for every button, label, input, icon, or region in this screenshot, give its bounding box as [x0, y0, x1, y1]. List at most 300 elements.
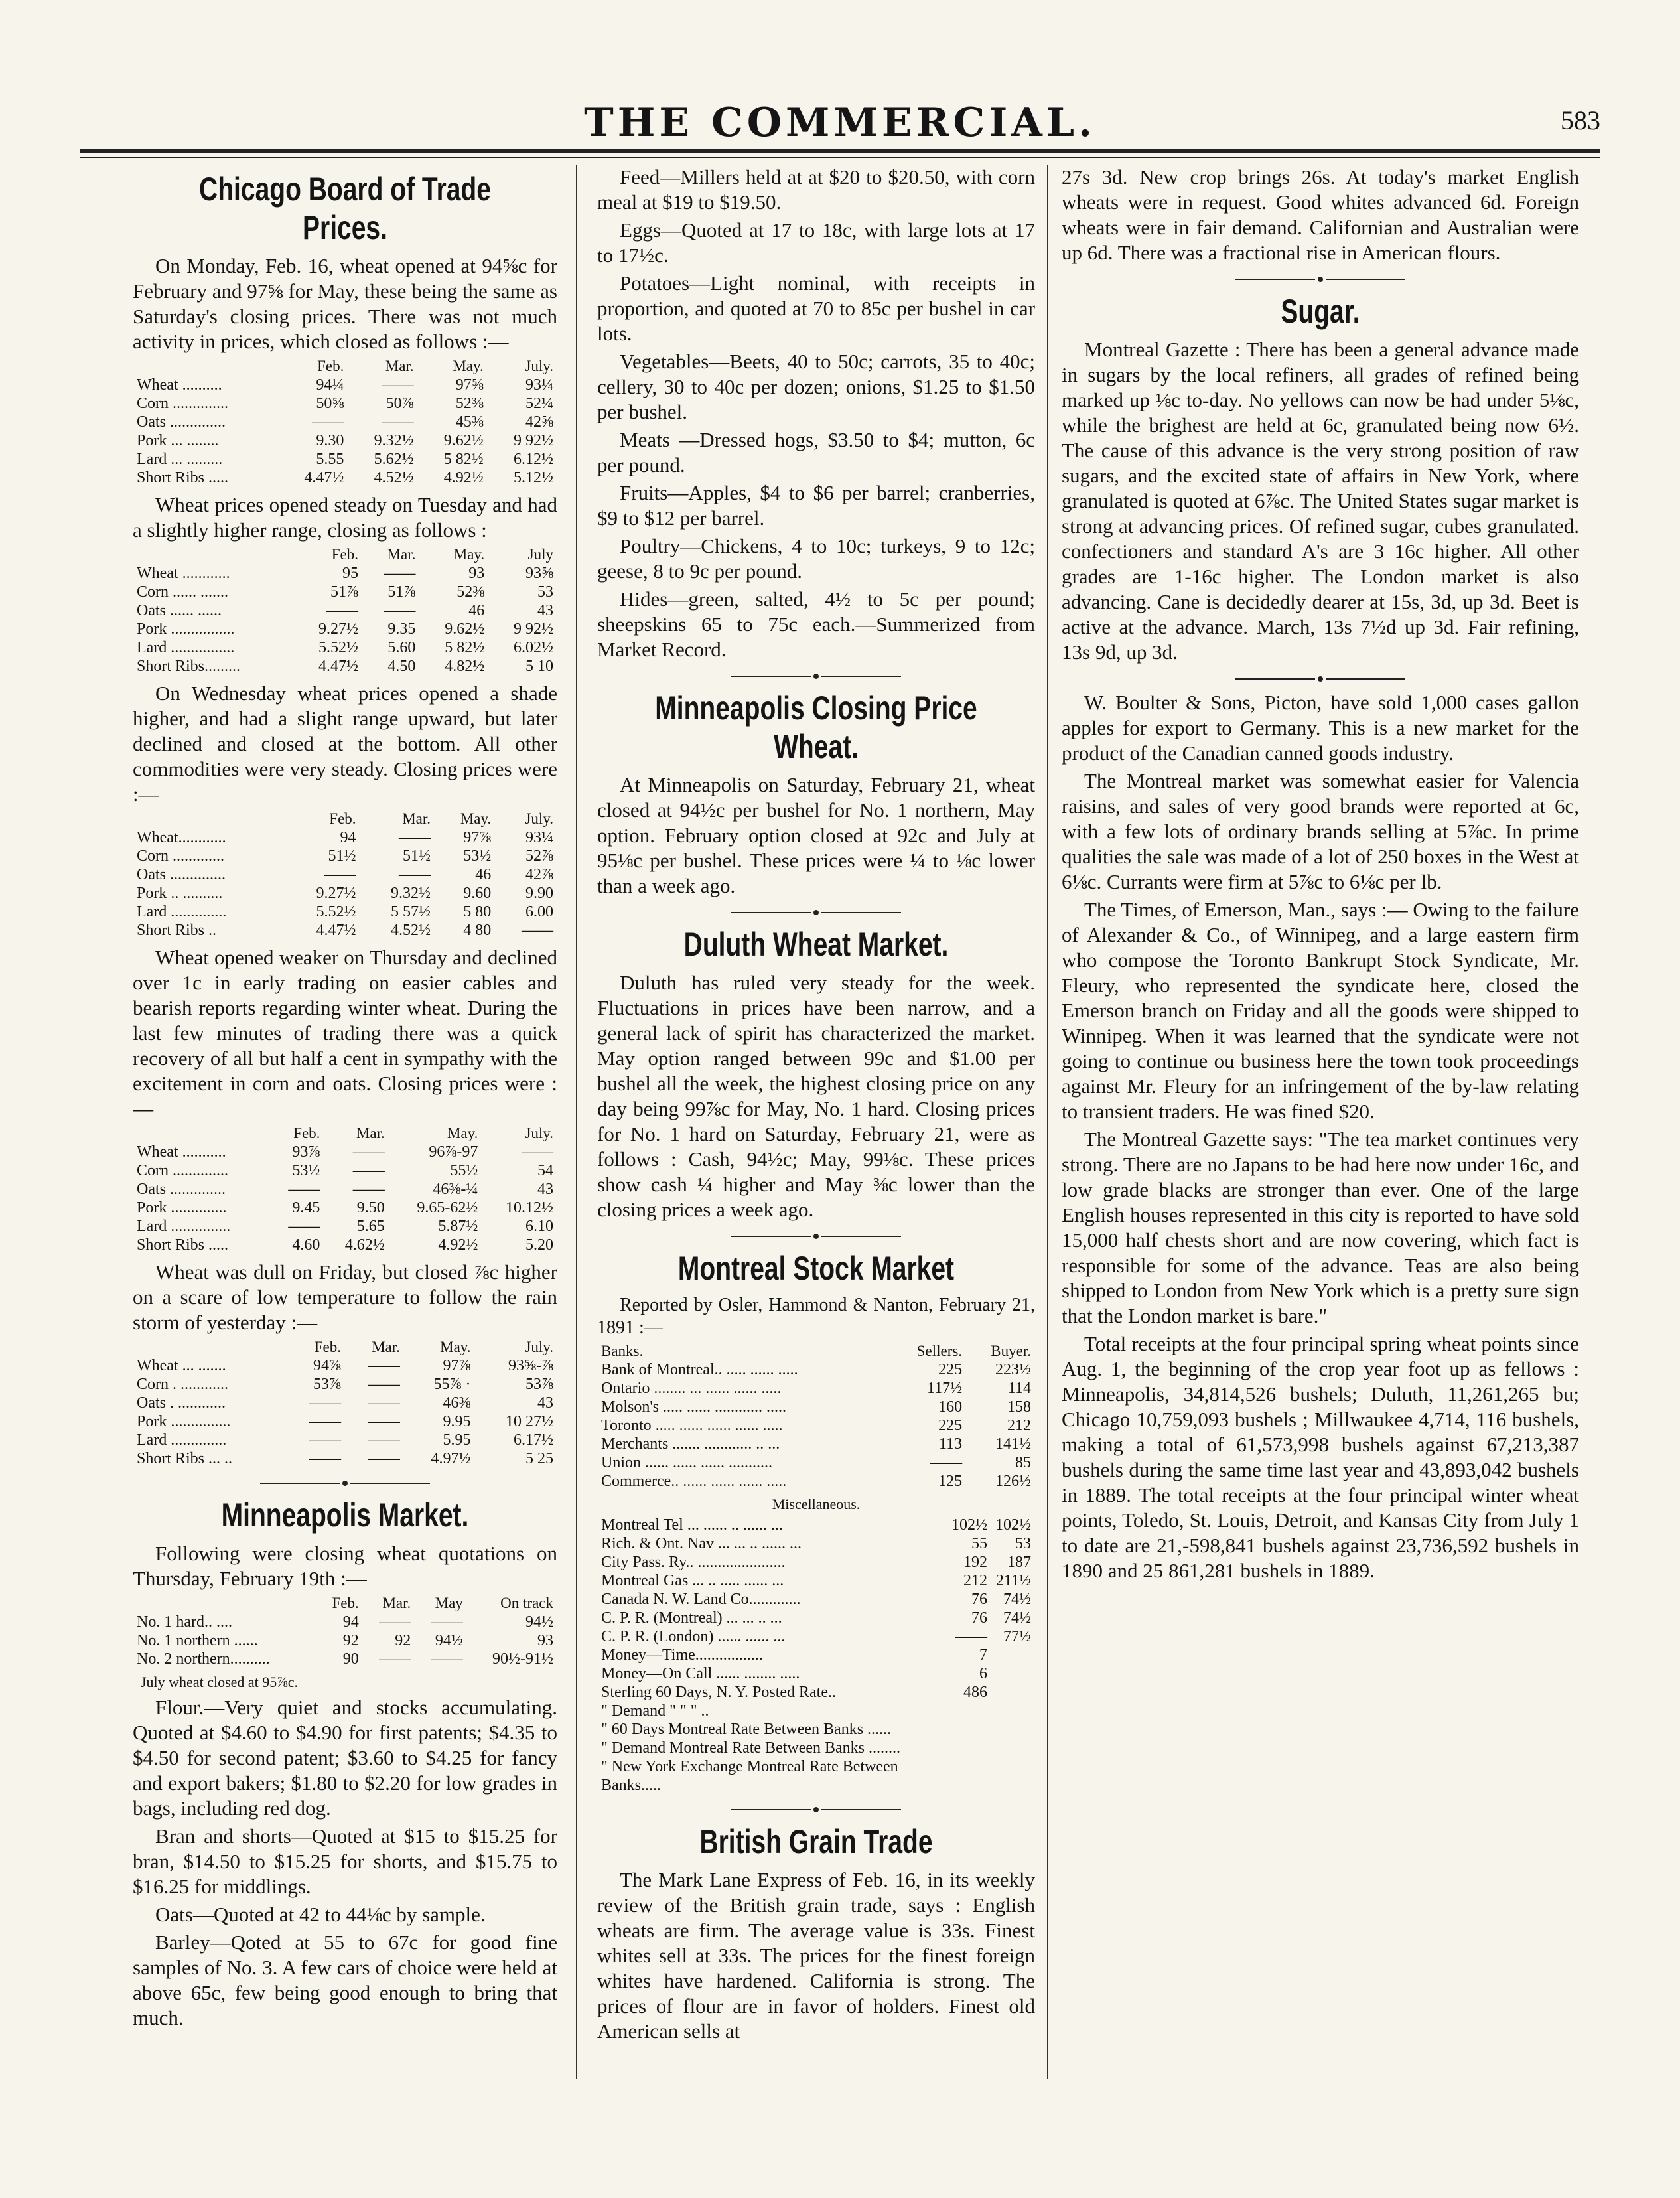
- col-header: May: [435, 1595, 463, 1611]
- table-cell: Short Ribs .....: [137, 469, 229, 486]
- paragraph: Vegetables—Beets, 40 to 50c; carrots, 35 to 40c; cellery, 30 to 40c per dozen; onions, $1.25 to $1.50 per bushel.: [597, 350, 1035, 423]
- paragraph: Wheat opened weaker on Thursday and declined over 1c in early trading on easier cables and bearish reports regarding winter wheat. During the last few minutes of trading there was a quick recovery of all but half a cent in sympathy with the excitement in corn and oats. Closing prices were :—: [133, 946, 557, 1120]
- table-cell: 85: [1015, 1454, 1031, 1471]
- table-cell: ——: [309, 1394, 342, 1412]
- table-row: [597, 1683, 1035, 1702]
- table-cell: 43: [537, 1394, 553, 1412]
- table-cell: 212: [963, 1572, 987, 1589]
- table-cell: 97⅝: [455, 376, 484, 394]
- table-cell: ——: [352, 1162, 385, 1179]
- table-cell: Montreal Gas ... .. ..... ...... ...: [601, 1572, 784, 1589]
- section-divider: [133, 1473, 557, 1491]
- table-cell: 4.92½: [438, 1236, 478, 1254]
- table-cell: Money—Time.................: [601, 1647, 763, 1664]
- table-cell: No. 2 northern..........: [137, 1650, 270, 1668]
- section-title: Chicago Board of Trade Prices.: [199, 171, 491, 246]
- table-cell: 4.60: [292, 1236, 320, 1254]
- col-header: July.: [525, 358, 553, 374]
- table-cell: Merchants ....... ............ .. ...: [601, 1435, 780, 1453]
- table-cell: 52⅞: [525, 847, 553, 865]
- table-cell: 94½: [525, 1613, 553, 1631]
- table-cell: 90: [342, 1650, 359, 1668]
- table-cell: 53: [537, 583, 553, 601]
- table-cell: 52¼: [525, 395, 553, 412]
- table-cell: ——: [431, 1650, 463, 1668]
- table-row: [597, 1416, 1035, 1435]
- table-row: [133, 1412, 557, 1431]
- paragraph: Barley—Qoted at 55 to 67c for good fine samples of No. 3. A few cars of choice were held at above 65c, few being good enough to bring that much.: [133, 1931, 557, 2029]
- table-cell: Lard ...............: [137, 1218, 231, 1235]
- stock-table: [597, 1516, 1035, 1795]
- table-cell: [991, 1664, 1035, 1683]
- table-cell: No. 1 northern ......: [137, 1632, 258, 1649]
- table-cell: " Demand Montreal Rate Between Banks ........: [601, 1739, 901, 1757]
- table-cell: Oats . ............: [137, 1394, 226, 1412]
- table-cell: Wheat ... .......: [137, 1357, 226, 1374]
- table-cell: 114: [1007, 1380, 1031, 1397]
- table-cell: Corn ...... .......: [137, 583, 228, 601]
- paragraph: On Monday, Feb. 16, wheat opened at 94⅝c for February and 97⅝ for May, these being the same as Saturday's closing prices. There was not much activity in prices, which closed as follows :—: [133, 254, 557, 353]
- table-row: [133, 1375, 557, 1394]
- table-row: [597, 1516, 1035, 1534]
- table-cell: 9 92½: [514, 621, 553, 638]
- col-header: July.: [525, 1339, 553, 1355]
- col-header: Mar.: [382, 1595, 411, 1611]
- col-header: Feb.: [331, 546, 358, 563]
- col-header: May.: [447, 1125, 478, 1141]
- table-row: [597, 1534, 1035, 1553]
- section-divider: [1062, 269, 1579, 287]
- col-header: [133, 1124, 270, 1143]
- table-cell: [947, 1720, 991, 1739]
- table-cell: Pork .. ..........: [137, 885, 223, 902]
- table-cell: 6.10: [525, 1218, 553, 1235]
- table-row: [133, 1431, 557, 1449]
- table-cell: 46: [475, 866, 492, 883]
- col-header: [133, 546, 293, 564]
- col-header: Mar.: [356, 1125, 385, 1141]
- table-cell: " Demand " " " ..: [601, 1702, 709, 1720]
- col-header: Feb.: [317, 358, 344, 374]
- table-row: [133, 394, 557, 413]
- table-cell: Lard ..............: [137, 1431, 227, 1449]
- table-cell: Oats ...... ......: [137, 602, 222, 619]
- table-cell: ——: [352, 1181, 385, 1198]
- section-title: Montreal Stock Market: [677, 1250, 955, 1287]
- section-divider: [597, 1800, 1035, 1817]
- table-cell: Pork ... ........: [137, 432, 219, 449]
- table-cell: 9.32½: [374, 432, 414, 449]
- table-cell: Wheat ..........: [137, 376, 222, 394]
- table-cell: 42⅞: [525, 866, 553, 883]
- table-cell: 4.92½: [443, 469, 484, 486]
- table-cell: Lard ... .........: [137, 451, 223, 468]
- paragraph: Duluth has ruled very steady for the week. Fluctuations in prices have been narrow, and a general lack of spirit has characterized the market. May option ranged between 99c and $1.00 per bushel all the week, the highest closing price on any day being 99⅞c for May, No. 1 hard. Closing prices for No. 1 hard on Saturday, February 21, were as follows : Cash, 94½c; May, 99⅛c. These prices show cash ¼ higher and May ⅜c lower than the closing prices a week ago.: [597, 971, 1035, 1221]
- table-cell: Pork ...............: [137, 1413, 231, 1430]
- paragraph: The Times, of Emerson, Man., says :— Owing to the failure of Alexander & Co., of Winnipeg, and a large eastern firm who compose the Toronto Bankrupt Stock Syndicate, Mr. Fleury, who represented the syndicate here, closed the Emerson branch on Friday and all the goods were shipped to Winnipeg. When it was learned that the syndicate were not going to continue ou business here the town took proceedings against Mr. Fleury for an infringement of the by-law relating to transient traders. He was fined $20.: [1062, 898, 1579, 1123]
- price-table: [133, 1594, 557, 1668]
- paragraph: Oats—Quoted at 42 to 44⅛c by sample.: [155, 1903, 486, 1926]
- table-cell: 95: [342, 565, 358, 582]
- col-header: Feb.: [314, 1339, 342, 1355]
- table-cell: 52⅜: [455, 395, 484, 412]
- table-cell: ——: [368, 1450, 400, 1467]
- table-cell: Corn ..............: [137, 395, 228, 412]
- table-cell: 4.82½: [445, 658, 485, 675]
- table-cell: 4.50: [387, 658, 416, 675]
- price-table: [133, 357, 557, 487]
- table-cell: 4 80: [463, 922, 492, 939]
- table-row: [597, 1739, 1035, 1757]
- table-row: [133, 828, 557, 847]
- table-cell: 10 27½: [506, 1413, 553, 1430]
- table-cell: 5 80: [463, 903, 492, 920]
- table-cell: 76: [971, 1609, 987, 1627]
- table-row: [597, 1379, 1035, 1398]
- table-cell: 9.65-62½: [417, 1199, 478, 1216]
- table-cell: [947, 1739, 991, 1757]
- table-cell: [991, 1739, 1035, 1757]
- table-cell: 9.62½: [443, 432, 484, 449]
- table-cell: 51⅞: [330, 583, 358, 601]
- table-cell: 77½: [1003, 1628, 1031, 1645]
- table-row: [133, 450, 557, 469]
- table-cell: No. 1 hard.. ....: [137, 1613, 232, 1631]
- table-cell: 46⅜: [443, 1394, 471, 1412]
- table-cell: Canada N. W. Land Co.............: [601, 1591, 801, 1608]
- table-row: [133, 638, 557, 657]
- table-cell: ——: [930, 1454, 963, 1471]
- table-cell: Lard ................: [137, 639, 235, 656]
- section-title: Duluth Wheat Market.: [683, 926, 949, 963]
- table-cell: 7: [979, 1647, 987, 1664]
- col-header: Banks.: [601, 1343, 644, 1359]
- table-cell: 9.90: [525, 885, 553, 902]
- paragraph: W. Boulter & Sons, Picton, have sold 1,000 cases gallon apples for export to Germany. This is a new market for the product of the Canadian canned goods industry.: [1062, 691, 1579, 765]
- table-cell: Ontario ........ ... ...... ...... .....: [601, 1380, 782, 1397]
- table-cell: 5 25: [525, 1450, 553, 1467]
- table-cell: ——: [368, 1413, 400, 1430]
- table-cell: [947, 1702, 991, 1720]
- section-divider: [1062, 669, 1579, 686]
- table-cell: ——: [368, 1394, 400, 1412]
- table-cell: Pork ..............: [137, 1199, 227, 1216]
- col-header: July.: [525, 810, 553, 827]
- header-rule: [80, 149, 1600, 158]
- paragraph: The Montreal Gazette says: "The tea market continues very strong. There are no Japans to be had here now under 16c, and low grade blacks are stronger than ever. One of the large English houses represented in this city is reported to have sold 15,000 half chests short and are now covering, which fact is responsible for some of the advance. Teas are also being shipped to London from New York which is a pretty sure sign that the London market is bare.": [1062, 1128, 1579, 1327]
- table-cell: Commerce.. ...... ...... ...... .....: [601, 1473, 787, 1490]
- paragraph: Flour.—Very quiet and stocks accumulating. Quoted at $4.60 to $4.90 for first patents; $4.35 to $4.50 for second patent; $3.60 to $4.25 for fancy and export bakers; $1.80 to $2.20 for low grades in bags, including red dog.: [133, 1696, 557, 1820]
- table-cell: 5.52½: [318, 639, 358, 656]
- table-row: [597, 1553, 1035, 1572]
- table-row: [133, 431, 557, 450]
- section-divider: [597, 1226, 1035, 1244]
- table-cell: 225: [938, 1361, 963, 1378]
- table-cell: 94½: [435, 1632, 463, 1649]
- table-cell: 212: [1007, 1417, 1031, 1434]
- table-cell: 97⅞: [443, 1357, 471, 1374]
- table-cell: 50⅝: [316, 395, 344, 412]
- table-cell: [991, 1757, 1035, 1795]
- table-cell: 4.47½: [316, 922, 356, 939]
- table-cell: 4.97½: [431, 1450, 471, 1467]
- table-subhead: Miscellaneous.: [772, 1496, 861, 1512]
- table-row: [597, 1360, 1035, 1379]
- table-row: [133, 376, 557, 394]
- table-cell: 51½: [328, 847, 356, 865]
- table-cell: 53: [1015, 1535, 1031, 1552]
- table-row: [133, 1631, 557, 1650]
- table-cell: 55⅞ ·: [433, 1376, 471, 1393]
- col-header: Buyer.: [991, 1343, 1031, 1359]
- table-cell: 5 82½: [445, 639, 485, 656]
- paragraph: Poultry—Chickens, 4 to 10c; turkeys, 9 to 12c; geese, 8 to 9c per pound.: [597, 534, 1035, 583]
- table-cell: ——: [382, 413, 414, 431]
- table-cell: 9.35: [387, 621, 416, 638]
- paragraph: Hides—green, salted, 4½ to 5c per pound; sheepskins 65 to 75c each.—Summerized from Market Record.: [597, 587, 1035, 661]
- table-cell: 102½: [951, 1516, 987, 1534]
- table-cell: 93¼: [525, 376, 553, 394]
- table-row: [597, 1435, 1035, 1453]
- col-header: May.: [440, 1339, 471, 1355]
- section-title: British Grain Trade: [699, 1823, 933, 1860]
- table-row: [133, 1650, 557, 1668]
- table-cell: ——: [368, 1376, 400, 1393]
- table-cell: 486: [963, 1684, 987, 1701]
- section-title: Sugar.: [1281, 293, 1360, 330]
- table-cell: 5.55: [316, 451, 344, 468]
- table-row: [133, 1236, 557, 1254]
- table-row: [597, 1664, 1035, 1683]
- table-cell: 5.65: [356, 1218, 385, 1235]
- table-cell: 74½: [1003, 1609, 1031, 1627]
- section-divider: [597, 666, 1035, 684]
- col-header: Mar.: [402, 810, 431, 827]
- table-row: [597, 1757, 1035, 1795]
- table-cell: 5.60: [387, 639, 416, 656]
- table-cell: 53⅞: [525, 1376, 553, 1393]
- table-cell: 55: [971, 1535, 987, 1552]
- table-cell: ——: [522, 1143, 553, 1161]
- table-cell: 52⅜: [456, 583, 485, 601]
- table-cell: 93⅝-⅞: [508, 1357, 553, 1374]
- table-cell: 54: [537, 1162, 553, 1179]
- table-cell: 9 92½: [514, 432, 553, 449]
- table-cell: 43: [537, 1181, 553, 1198]
- masthead: THE COMMERCIAL.: [584, 100, 1096, 146]
- paragraph: Meats —Dressed hogs, $3.50 to $4; mutton, 6c per pound.: [597, 428, 1035, 476]
- table-cell: 74½: [1003, 1591, 1031, 1608]
- table-cell: ——: [522, 922, 553, 939]
- table-cell: 5.12½: [514, 469, 553, 486]
- table-cell: " 60 Days Montreal Rate Between Banks ......: [601, 1721, 892, 1738]
- table-cell: Money—On Call ...... ........ .....: [601, 1665, 800, 1682]
- table-row: [133, 564, 557, 583]
- paragraph: Potatoes—Light nominal, with receipts in proportion, and quoted at 70 to 85c per bushel in car lots.: [597, 271, 1035, 345]
- table-cell: 93: [468, 565, 485, 582]
- paragraph: Feed—Millers held at at $20 to $20.50, with corn meal at $19 to $19.50.: [597, 165, 1035, 214]
- paragraph: 27s 3d. New crop brings 26s. At today's market English wheats were in request. Good whites advanced 6d. Foreign wheats were in fair demand. Californian and Australian were up 6d. There was a fractional rise in American flours.: [1062, 165, 1579, 264]
- col-header: Feb.: [293, 1125, 320, 1141]
- table-cell: 93⅞: [292, 1143, 320, 1161]
- table-cell: 9.32½: [391, 885, 431, 902]
- table-cell: Corn .............: [137, 847, 224, 865]
- table-cell: 92: [395, 1632, 411, 1649]
- table-row: [597, 1609, 1035, 1627]
- table-cell: 51⅞: [387, 583, 416, 601]
- table-cell: 94⅞: [313, 1357, 342, 1374]
- table-row: [133, 847, 557, 865]
- table-row: [133, 1161, 557, 1180]
- table-cell: Corn ..............: [137, 1162, 228, 1179]
- table-cell: 76: [971, 1591, 987, 1608]
- table-row: [133, 1394, 557, 1412]
- table-cell: 223½: [995, 1361, 1031, 1378]
- section-title: Minneapolis Market.: [221, 1497, 469, 1534]
- table-cell: 4.52½: [374, 469, 414, 486]
- table-cell: 192: [963, 1554, 987, 1571]
- table-cell: Wheat ...........: [137, 1143, 226, 1161]
- table-cell: [991, 1720, 1035, 1739]
- table-cell: ——: [379, 1650, 411, 1668]
- table-cell: C. P. R. (Montreal) ... ... .. ...: [601, 1609, 782, 1627]
- page-number: 583: [1561, 106, 1600, 135]
- table-cell: 160: [938, 1398, 963, 1416]
- table-cell: 141½: [995, 1435, 1031, 1453]
- table-row: [597, 1453, 1035, 1472]
- table-cell: 9.27½: [316, 885, 356, 902]
- table-cell: 5.52½: [316, 903, 356, 920]
- paragraph: Fruits—Apples, $4 to $6 per barrel; cranberries, $9 to $12 per barrel.: [597, 481, 1035, 530]
- price-table: [133, 1338, 557, 1468]
- table-cell: Union ...... ...... ...... ...........: [601, 1454, 772, 1471]
- table-cell: Montreal Tel ... ...... .. ...... ...: [601, 1516, 783, 1534]
- table-cell: ——: [431, 1613, 463, 1631]
- paragraph: Wheat was dull on Friday, but closed ⅞c higher on a scare of low temperature to follow the rain storm of yesterday :—: [133, 1260, 557, 1334]
- table-row: [133, 1199, 557, 1217]
- table-cell: ——: [384, 602, 416, 619]
- price-table: [133, 546, 557, 676]
- col-header: Feb.: [329, 810, 356, 827]
- table-cell: Bank of Montreal.. ..... ...... .....: [601, 1361, 798, 1378]
- table-cell: 53⅞: [313, 1376, 342, 1393]
- table-cell: 125: [938, 1473, 963, 1490]
- table-row: [133, 865, 557, 884]
- table-row: [133, 884, 557, 903]
- table-row: [133, 1613, 557, 1631]
- table-cell: 46: [468, 602, 485, 619]
- table-cell: 225: [938, 1417, 963, 1434]
- column-3: [1062, 165, 1579, 2079]
- paragraph: Montreal Gazette : There has been a general advance made in sugars by the local refiners, all grades of refined being marked up ⅛c to-day. No yellows can now be had under 5⅛c, while the brighest are held at 6c, granulated being now 6½. The cause of this advance is the very strong position of raw sugars, and the excited state of affairs in New York, where granulated is quoted at 6⅞c. The United States sugar market is strong at advancing prices. Of refined sugar, cubes granulated. confectioners and standard A's are 3 16c higher. All other grades are 1-16c higher. The London market is also advancing. Cane is decidedly dearer at 15s, 3d, up 3d. Beet is active at the advance. March, 13s 7½d up 3d. Fair refining, 13s 9d, up 3d.: [1062, 338, 1579, 664]
- table-cell: 6: [979, 1665, 987, 1682]
- table-cell: Corn . ............: [137, 1376, 228, 1393]
- table-cell: 94: [342, 1613, 359, 1631]
- table-cell: 90½-91½: [492, 1650, 553, 1668]
- table-cell: 42⅝: [525, 413, 553, 431]
- table-cell: 211½: [995, 1572, 1031, 1589]
- table-cell: 9.45: [292, 1199, 320, 1216]
- table-cell: 9.27½: [318, 621, 358, 638]
- table-cell: 5.87½: [438, 1218, 478, 1235]
- table-cell: Lard ..............: [137, 903, 227, 920]
- table-cell: 5.62½: [374, 451, 414, 468]
- table-cell: Pork ................: [137, 621, 235, 638]
- table-cell: Toronto ..... ...... ...... ...... .....: [601, 1417, 783, 1434]
- table-cell: 53½: [463, 847, 492, 865]
- table-row: [133, 1449, 557, 1468]
- col-header: Sellers.: [916, 1343, 963, 1359]
- table-cell: Rich. & Ont. Nav ... ... .. ...... ...: [601, 1535, 802, 1552]
- col-header: Mar.: [372, 1339, 400, 1355]
- col-header: Mar.: [387, 546, 416, 563]
- table-row: [597, 1398, 1035, 1416]
- col-header: [133, 1338, 286, 1356]
- table-cell: ——: [288, 1218, 320, 1235]
- table-row: [133, 583, 557, 601]
- table-cell: " New York Exchange Montreal Rate Between Banks.....: [601, 1758, 898, 1794]
- table-cell: [991, 1683, 1035, 1702]
- col-header: [133, 357, 278, 376]
- table-cell: 9.60: [463, 885, 492, 902]
- paragraph: The Montreal market was somewhat easier for Valencia raisins, and sales of very good brands were reported at 6c, with a few lots of ordinary brands selling at 5⅞c. In prime qualities the sale was made of a lot of 250 boxes in the West at 6⅛c. Currants were firm at 5⅞c to 6⅛c per lb.: [1062, 769, 1579, 893]
- table-cell: 4.47½: [318, 658, 358, 675]
- table-cell: Molson's ..... ...... ............ .....: [601, 1398, 787, 1416]
- table-cell: 6.00: [525, 903, 553, 920]
- paragraph: Total receipts at the four principal spring wheat points since Aug. 1, the beginning of the crop year foot up as fellows : Minneapolis, 34,814,526 bushels; Duluth, 11,261,265 bu; Chicago 10,759,093 bushels ; Millwaukee 4,714, 116 bushels, making a total of 61,573,998 bushels against 67,213,387 bushels during the same time last year and 43,893,042 bushels in 1889. The total receipts at the four principal winter wheat points, Toledo, St. Louis, Detroit, and Kansas City from July 1 to date are 21,-598,841 bushels against 23,736,592 bushels in 1890 and 25 861,281 bushels in 1889.: [1062, 1332, 1579, 1582]
- table-cell: 4.47½: [304, 469, 344, 486]
- col-header: Mar.: [385, 358, 414, 374]
- table-note: July wheat closed at 95⅞c.: [141, 1674, 299, 1690]
- table-cell: Short Ribs.........: [137, 658, 241, 675]
- table-row: [597, 1590, 1035, 1609]
- table-cell: Oats ..............: [137, 1181, 226, 1198]
- table-cell: 5 82½: [443, 451, 484, 468]
- table-cell: Oats ..............: [137, 866, 226, 883]
- table-cell: ——: [288, 1181, 320, 1198]
- table-row: [133, 601, 557, 620]
- table-cell: Wheat............: [137, 829, 226, 846]
- col-header: [133, 810, 285, 828]
- col-header: Feb.: [332, 1595, 359, 1611]
- table-row: [133, 1143, 557, 1161]
- table-cell: 92: [342, 1632, 359, 1649]
- col-header: May.: [460, 810, 492, 827]
- table-row: [597, 1572, 1035, 1590]
- table-cell: [947, 1757, 991, 1795]
- table-cell: 53½: [292, 1162, 320, 1179]
- table-cell: ——: [368, 1431, 400, 1449]
- page-header: [80, 100, 1600, 153]
- table-row: [133, 1356, 557, 1375]
- column-2: [597, 165, 1035, 2079]
- col-header: July.: [525, 1125, 553, 1141]
- table-cell: 102½: [995, 1516, 1031, 1534]
- stock-table: [597, 1342, 1035, 1491]
- table-cell: Sterling 60 Days, N. Y. Posted Rate..: [601, 1684, 836, 1701]
- table-cell: 9.95: [443, 1413, 471, 1430]
- column-rule: [576, 165, 577, 2079]
- table-cell: 5.20: [525, 1236, 553, 1254]
- report-line: Reported by Osler, Hammond & Nanton, February 21, 1891 :—: [597, 1295, 1035, 1338]
- table-cell: ——: [384, 565, 416, 582]
- table-cell: 5 10: [525, 658, 553, 675]
- col-header: May.: [453, 546, 485, 563]
- column-rule: [1047, 165, 1048, 2079]
- table-row: [597, 1627, 1035, 1646]
- table-cell: ——: [309, 1413, 342, 1430]
- table-cell: ——: [399, 829, 431, 846]
